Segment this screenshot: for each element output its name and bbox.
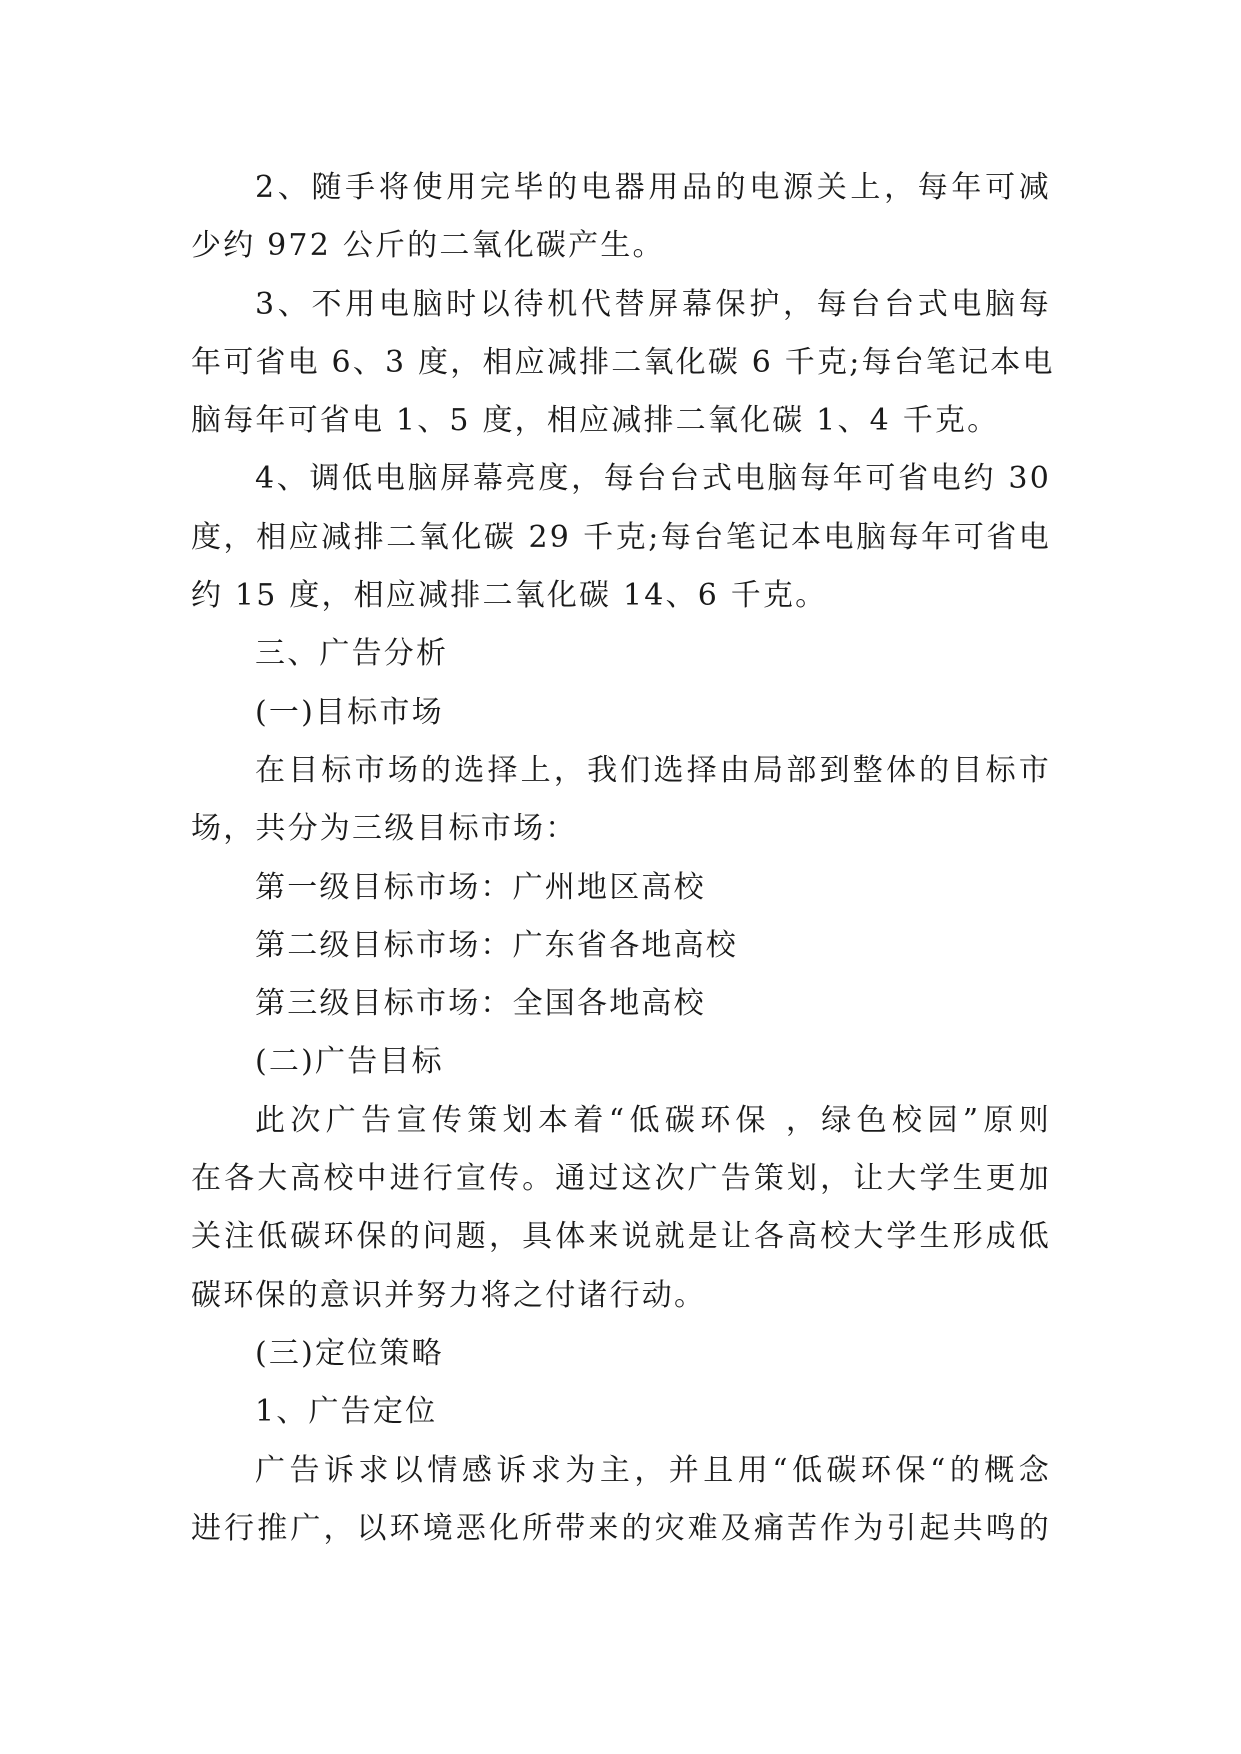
paragraph-p-market-choice	[191, 742, 1051, 859]
text-line: 约 15 度，相应减排二氧化碳 14、6 千克。	[191, 578, 828, 614]
text-line: 此次广告宣传策划本着“低碳环保 ，绿色校园”原则	[255, 1102, 1051, 1138]
text-line: 3、不用电脑时以待机代替屏幕保护，每台台式电脑每	[255, 286, 1051, 322]
text-line: 广告诉求以情感诉求为主，并且用“低碳环保“的概念	[255, 1452, 1051, 1488]
text-line: (三)定位策略	[255, 1335, 444, 1371]
document-body	[191, 159, 1055, 1558]
paragraph-p-standby	[191, 276, 1055, 451]
paragraph-h-target-market	[191, 684, 1051, 742]
text-line: (二)广告目标	[255, 1044, 444, 1080]
text-line: 第一级目标市场：广州地区高校	[255, 869, 706, 905]
text-line: 脑每年可省电 1、5 度，相应减排二氧化碳 1、4 千克。	[191, 403, 1000, 439]
text-line: (一)目标市场	[255, 694, 444, 730]
text-line: 第二级目标市场：广东省各地高校	[255, 927, 738, 963]
text-line: 三、广告分析	[255, 636, 449, 672]
text-line: 2、随手将使用完毕的电器用品的电源关上，每年可减	[255, 170, 1051, 205]
text-line: 4、调低电脑屏幕亮度，每台台式电脑每年可省电约 30	[255, 461, 1051, 497]
text-line: 1、广告定位	[255, 1394, 438, 1430]
text-line: 度，相应减排二氧化碳 29 千克;每台笔记本电脑每年可省电	[191, 519, 1051, 555]
text-line: 碳环保的意识并努力将之付诸行动。	[191, 1277, 707, 1313]
text-line: 少约 972 公斤的二氧化碳产生。	[191, 228, 665, 264]
paragraph-p-level-1	[191, 859, 1051, 917]
paragraph-p-level-3	[191, 975, 1051, 1033]
paragraph-h-positioning	[191, 1325, 1051, 1383]
text-line: 第三级目标市场：全国各地高校	[255, 986, 706, 1022]
text-line: 年可省电 6、3 度，相应减排二氧化碳 6 千克;每台笔记本电	[191, 344, 1055, 380]
paragraph-p-unplug	[191, 159, 1051, 276]
paragraph-h-ad-goal	[191, 1033, 1051, 1091]
paragraph-h-ad-positioning	[191, 1383, 1051, 1441]
text-line: 在目标市场的选择上，我们选择由局部到整体的目标市	[255, 752, 1051, 788]
text-line: 场，共分为三级目标市场：	[191, 811, 578, 847]
paragraph-p-ad-goal	[191, 1092, 1051, 1325]
paragraph-p-brightness	[191, 450, 1051, 625]
paragraph-p-ad-appeal	[191, 1442, 1051, 1559]
text-line: 在各大高校中进行宣传。通过这次广告策划，让大学生更加	[191, 1161, 1051, 1197]
text-line: 进行推广，以环境恶化所带来的灾难及痛苦作为引起共鸣的	[191, 1510, 1051, 1546]
paragraph-h-ad-analysis	[191, 625, 1051, 683]
paragraph-p-level-2	[191, 917, 1051, 975]
text-line: 关注低碳环保的问题，具体来说就是让各高校大学生形成低	[191, 1219, 1051, 1255]
